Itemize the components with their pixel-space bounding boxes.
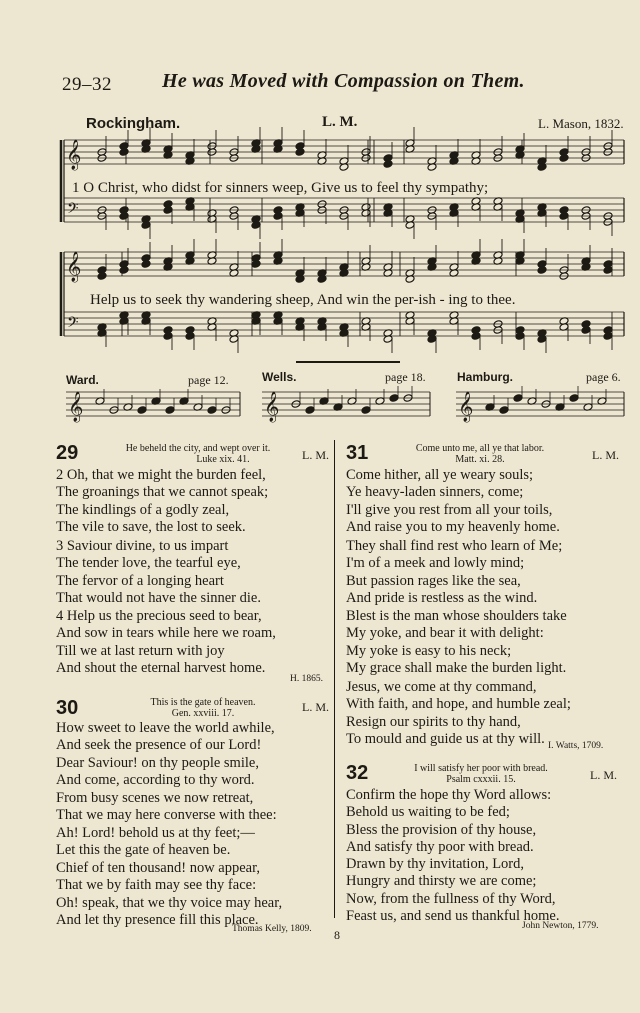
svg-text:𝄢: 𝄢	[67, 314, 79, 335]
hymn-number-32: 32	[346, 762, 369, 784]
hymn-29-attribution: H. 1865.	[290, 674, 323, 684]
tune-composer: L. Mason, 1832.	[538, 116, 624, 131]
alt-tune-name-3: Hamburg.	[457, 370, 514, 384]
hymn-31-verse-4: Jesus, we come at thy command, With faith, and hope, and humble zeal; Resign our spirits to thy hand, To mould and guide us at thy will.	[346, 679, 571, 747]
hymn-31-verse-3: Blest is the man whose shoulders take My yoke, and bear it with delight: My yoke is easy to his neck; My grace shall make the burden light.	[346, 608, 567, 676]
hymn-number-31: 31	[346, 442, 369, 464]
tune-name: Rockingham.	[86, 115, 181, 132]
lyric-line-2: Help us to seek thy wandering sheep, And win the per-ish - ing to thee.	[90, 292, 516, 308]
hymn-31-verse-2: They shall find rest who learn of Me; I'm of a meek and lowly mind; But passion rages like the sea, And pride is restless as the wind.	[346, 538, 563, 606]
svg-text:𝄢: 𝄢	[67, 200, 79, 221]
hymn-30-verse-1: How sweet to leave the world awhile, And seek the presence of our Lord! Dear Saviour! on thy people smile, And come, according to thy word.	[56, 720, 275, 788]
separator-rule	[296, 361, 400, 363]
alt-tune-page-1: page 12.	[188, 373, 229, 387]
hymn-32-verse-2: Drawn by thy invitation, Lord, Hungry and thirsty we are come; Now, from the fullness of thy Word, Feast us, and send us thankful home.	[346, 856, 560, 924]
hymn-29-ref-text: He beheld the city, and wept over it.	[125, 443, 271, 454]
hymn-30-ref-text: This is the gate of heaven.	[150, 697, 256, 708]
svg-text:𝄞: 𝄞	[68, 392, 84, 422]
svg-text:𝄞: 𝄞	[458, 392, 474, 422]
hymn-29-meter: L. M.	[302, 448, 329, 462]
hymn-31-verse-1: Come hither, all ye weary souls; Ye heavy-laden sinners, come; I'll give you rest from all your toils, And raise you to my heavenly home.	[346, 467, 560, 535]
hymn-32-meter: L. M.	[590, 768, 617, 782]
hymn-30-attribution: Thomas Kelly, 1809.	[232, 924, 312, 934]
page-range: 29–32	[62, 74, 112, 95]
column-divider	[334, 440, 335, 918]
page-number: 8	[334, 928, 340, 942]
hymn-31-reference	[400, 443, 560, 465]
hymn-30-verse-3: Chief of ten thousand! now appear, That we by faith may see thy face: Oh! speak, that we thy voice may hear, And let thy presence fill this place.	[56, 860, 283, 928]
alt-tune-name-2: Wells.	[262, 370, 297, 384]
lyric-line-1: 1 O Christ, who didst for sinners weep, Give us to feel thy sympathy;	[72, 180, 489, 196]
hymn-31-ref-text: Come unto me, all ye that labor.	[415, 443, 545, 454]
alt-tune-page-2: page 18.	[385, 370, 426, 384]
hymn-30-ref-citation: Gen. xxviii. 17.	[171, 708, 235, 719]
hymn-29-verse-4: 4 Help us the precious seed to bear, And sow in tears while here we roam, Till we at last return with joy And shout the eternal harvest home.	[56, 608, 276, 676]
alt-tune-name-1: Ward.	[66, 373, 99, 387]
svg-text:𝄞: 𝄞	[264, 392, 280, 422]
hymn-32-verse-1: Confirm the hope thy Word allows: Behold us waiting to be fed; Bless the provision of thy house, And satisfy thy poor with bread.	[346, 787, 552, 855]
hymn-31-ref-citation: Matt. xi. 28.	[455, 454, 505, 465]
hymn-30-verse-2: From busy scenes we now retreat, That we may here converse with thee: Ah! Lord! behold us at thy feet;— Let this the gate of heaven be.	[56, 790, 277, 858]
hymn-29-verse-2: 2 Oh, that we might the burden feel, The groanings that we cannot speak; The kindlings of a godly zeal, The vile to save, the lost to seek.	[56, 467, 269, 535]
hymn-29-reference	[98, 443, 298, 465]
hymn-32-attribution: John Newton, 1779.	[522, 921, 599, 931]
hymn-29-ref-citation: Luke xix. 41.	[196, 454, 250, 465]
tune-meter: L. M.	[322, 114, 358, 130]
svg-text:𝄞: 𝄞	[66, 140, 82, 170]
hymn-29-verse-3: 3 Saviour divine, to us impart The tender love, the tearful eye, The fervor of a longing heart That would not have the sinner die.	[56, 538, 261, 606]
hymn-31-attribution: I. Watts, 1709.	[548, 741, 604, 751]
page-title: He was Moved with Compassion on Them.	[162, 70, 525, 92]
hymn-32-ref-citation: Psalm cxxxii. 15.	[446, 774, 516, 785]
hymn-31-meter: L. M.	[592, 448, 619, 462]
hymn-32-ref-text: I will satisfy her poor with bread.	[414, 763, 548, 774]
hymn-30-reference	[118, 697, 288, 719]
hymn-number-29: 29	[56, 442, 79, 464]
alt-tune-page-3: page 6.	[586, 370, 621, 384]
svg-text:𝄞: 𝄞	[66, 252, 82, 282]
hymn-30-meter: L. M.	[302, 700, 329, 714]
hymn-32-reference	[396, 763, 566, 785]
hymn-number-30: 30	[56, 697, 79, 719]
